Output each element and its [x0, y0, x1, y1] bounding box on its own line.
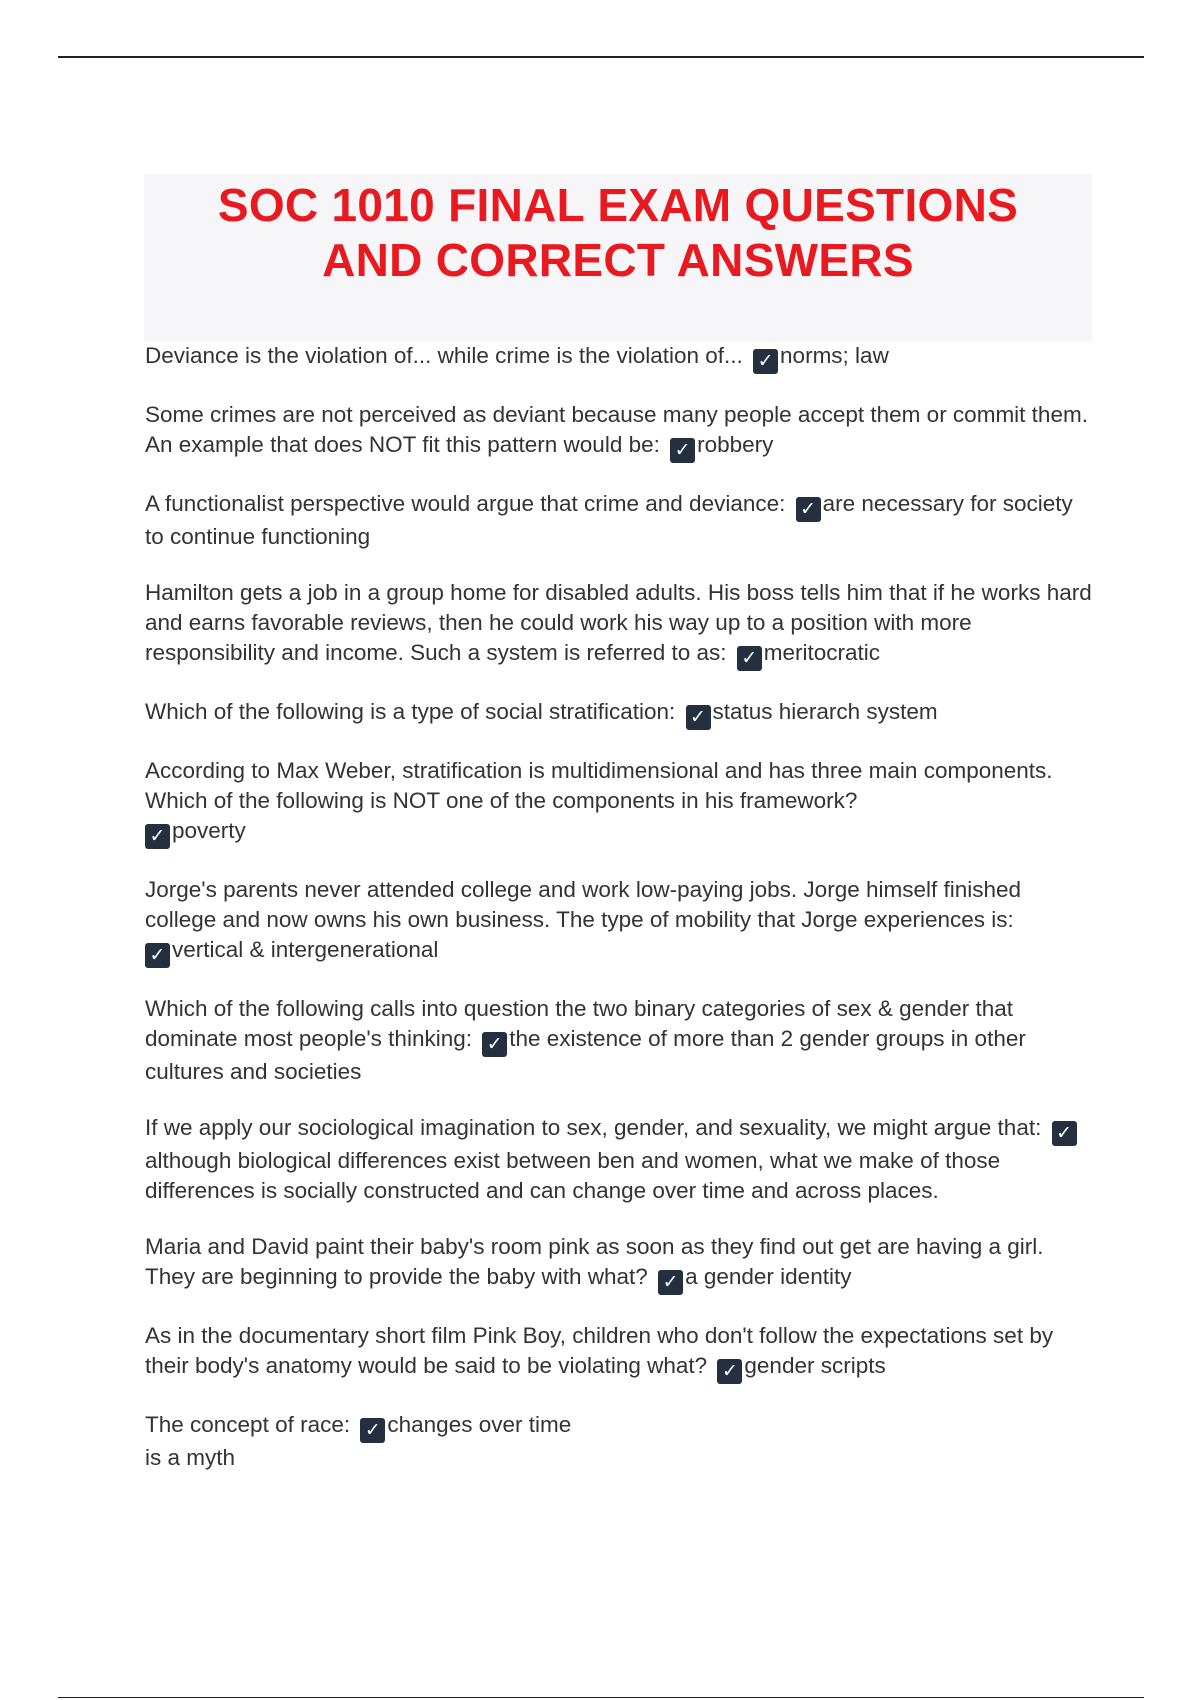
qa-item-10	[145, 1232, 1095, 1295]
question-text: Which of the following calls into question the two binary categories of sex & gender that dominate most people's thinking:	[145, 996, 1013, 1051]
checkmark-icon: ✓	[717, 1359, 742, 1384]
checkmark-icon: ✓	[753, 349, 778, 374]
answer-text: robbery	[697, 432, 774, 457]
checkmark-icon: ✓	[360, 1418, 385, 1443]
qa-item-9	[145, 1113, 1095, 1206]
question-text: Deviance is the violation of... while crime is the violation of...	[145, 343, 743, 368]
top-rule	[58, 56, 1144, 58]
qa-item-4	[145, 578, 1095, 671]
checkmark-icon: ✓	[482, 1032, 507, 1057]
answer-text: a gender identity	[685, 1264, 852, 1289]
answer-text: vertical & intergenerational	[172, 937, 439, 962]
checkmark-icon: ✓	[737, 646, 762, 671]
qa-item-6	[145, 756, 1095, 849]
question-text: If we apply our sociological imagination to sex, gender, and sexuality, we might argue that:	[145, 1115, 1042, 1140]
qa-item-2	[145, 400, 1095, 463]
checkmark-icon: ✓	[670, 438, 695, 463]
qa-item-8	[145, 994, 1095, 1087]
answer-text: the existence of more than 2 gender groups in other cultures and societies	[145, 1026, 1026, 1084]
answer-text: meritocratic	[763, 640, 881, 665]
answer-text: changes over time	[387, 1412, 572, 1437]
question-text: Some crimes are not perceived as deviant because many people accept them or commit them. An example that does NOT fit this pattern would be:	[145, 402, 1088, 457]
answer-text: gender scripts	[744, 1353, 886, 1378]
qa-item-5	[145, 697, 1095, 730]
question-text: As in the documentary short film Pink Boy, children who don't follow the expectations set by their body's anatomy would be said to be violating what?	[145, 1323, 1054, 1378]
qa-item-3	[145, 489, 1095, 552]
answer-text: status hierarch system	[712, 699, 938, 724]
qa-item-1	[145, 341, 1095, 374]
checkmark-icon: ✓	[145, 943, 170, 968]
title-line-1: SOC 1010 FINAL EXAM QUESTIONS	[217, 179, 1019, 231]
answer-text: norms; law	[780, 343, 889, 368]
answer-text: poverty	[172, 818, 246, 843]
question-text: Which of the following is a type of social stratification:	[145, 699, 676, 724]
checkmark-icon: ✓	[1052, 1121, 1077, 1146]
checkmark-icon: ✓	[145, 824, 170, 849]
question-text: Jorge's parents never attended college and work low-paying jobs. Jorge himself finished college and now owns his own business. The type of mobility that Jorge experiences is:	[145, 877, 1022, 932]
qa-item-7	[145, 875, 1095, 968]
bottom-rule	[58, 1697, 1144, 1698]
title-line-2: AND CORRECT ANSWERS	[322, 234, 914, 286]
document-title	[144, 174, 1092, 288]
qa-item-11	[145, 1321, 1095, 1384]
question-text: Hamilton gets a job in a group home for disabled adults. His boss tells him that if he works hard and earns favorable reviews, then he could work his way up to a position with more responsibility and income. Such a system is referred to as:	[145, 580, 1092, 665]
checkmark-icon: ✓	[796, 497, 821, 522]
title-banner	[144, 174, 1092, 342]
answer-text: although biological differences exist between ben and women, what we make of those differences is socially constructed and can change over time and across places.	[145, 1148, 1001, 1203]
question-text: A functionalist perspective would argue that crime and deviance:	[145, 491, 786, 516]
question-text: According to Max Weber, stratification is multidimensional and has three main components. Which of the following is NOT one of the components in his framework?	[145, 758, 1053, 813]
answer-extra-text: is a myth	[145, 1445, 236, 1470]
qa-item-12	[145, 1410, 1095, 1473]
question-text: The concept of race:	[145, 1412, 351, 1437]
checkmark-icon: ✓	[658, 1270, 683, 1295]
answer-text: are necessary for society to continue functioning	[145, 491, 1073, 549]
checkmark-icon: ✓	[686, 705, 711, 730]
qa-list	[145, 341, 1095, 1499]
question-text: Maria and David paint their baby's room pink as soon as they find out get are having a girl. They are beginning to provide the baby with what?	[145, 1234, 1044, 1289]
